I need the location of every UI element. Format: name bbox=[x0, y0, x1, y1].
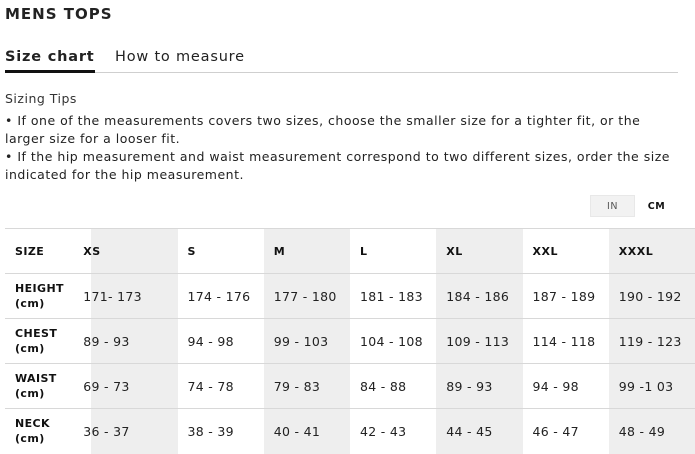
size-chart-table bbox=[5, 228, 695, 454]
tab-bar bbox=[5, 49, 678, 73]
table-cell: 94 - 98 bbox=[187, 333, 234, 349]
column-header-xxl: XXL bbox=[532, 244, 558, 258]
measure-name: WAIST bbox=[15, 372, 57, 385]
table-cell: 177 - 180 bbox=[264, 274, 350, 319]
sizing-tip-item: • If the hip measurement and waist measurement correspond to two different sizes, order the size indicated for the hip measurement. bbox=[5, 149, 670, 182]
measure-name: NECK bbox=[15, 417, 50, 431]
sizing-tips-list bbox=[5, 112, 679, 184]
row-label-chest bbox=[5, 319, 91, 364]
unit-cm-button[interactable]: CM bbox=[635, 195, 678, 217]
row-label-height bbox=[5, 274, 91, 319]
table-cell: 84 - 88 bbox=[360, 378, 407, 394]
table-cell: 74 - 78 bbox=[187, 378, 234, 394]
table-cell: 114 - 118 bbox=[532, 333, 596, 349]
table-row-chest bbox=[5, 319, 695, 364]
row-label-waist bbox=[5, 364, 91, 409]
unit-in-button[interactable]: IN bbox=[590, 195, 635, 217]
table-cell: 184 - 186 bbox=[436, 274, 522, 319]
table-cell: 187 - 189 bbox=[532, 288, 596, 304]
table-cell: 42 - 43 bbox=[360, 423, 407, 439]
sizing-tips-title: Sizing Tips bbox=[5, 91, 77, 106]
table-cell: 36 - 37 bbox=[91, 409, 177, 454]
column-header-xxxl: XXXL bbox=[609, 229, 695, 274]
column-header-s: S bbox=[187, 244, 196, 258]
tab-size-chart[interactable]: Size chart bbox=[5, 49, 95, 73]
table-cell: 190 - 192 bbox=[609, 274, 695, 319]
size-chart-table-scroll[interactable] bbox=[5, 228, 680, 448]
tab-how-to-measure[interactable]: How to measure bbox=[115, 49, 245, 65]
column-header-m: M bbox=[264, 229, 350, 274]
table-cell: 119 - 123 bbox=[609, 319, 695, 364]
table-header-row bbox=[5, 229, 695, 274]
column-header-xl: XL bbox=[436, 229, 522, 274]
measure-unit: (cm) bbox=[15, 432, 45, 446]
table-cell: 44 - 45 bbox=[436, 409, 522, 454]
table-cell: 40 - 41 bbox=[264, 409, 350, 454]
table-cell: 89 - 93 bbox=[436, 364, 522, 409]
row-label-neck bbox=[5, 409, 91, 454]
table-cell: 69 - 73 bbox=[91, 364, 177, 409]
table-cell: 181 - 183 bbox=[360, 288, 423, 304]
page-title: MENS TOPS bbox=[5, 5, 113, 23]
table-cell: 109 - 113 bbox=[436, 319, 522, 364]
table-cell: 94 - 98 bbox=[532, 378, 579, 394]
table-cell: 46 - 47 bbox=[532, 423, 579, 439]
table-row-height bbox=[5, 274, 695, 319]
table-cell: 89 - 93 bbox=[91, 319, 177, 364]
measure-unit: (cm) bbox=[15, 387, 45, 400]
column-header-xs: XS bbox=[91, 229, 177, 274]
table-cell: 48 - 49 bbox=[609, 409, 695, 454]
measure-unit: (cm) bbox=[15, 342, 45, 355]
measure-name: HEIGHT bbox=[15, 282, 64, 295]
table-row-waist bbox=[5, 364, 695, 409]
table-cell: 79 - 83 bbox=[264, 364, 350, 409]
table-cell: 174 - 176 bbox=[187, 288, 251, 304]
table-cell: 99 -1 03 bbox=[609, 364, 695, 409]
table-cell: 38 - 39 bbox=[187, 423, 234, 439]
measure-unit: (cm) bbox=[15, 297, 45, 310]
sizing-tip-item: • If one of the measurements covers two sizes, choose the smaller size for a tighter fit, or the larger size for a looser fit. bbox=[5, 113, 641, 146]
unit-toggle bbox=[590, 195, 678, 217]
table-row-neck bbox=[5, 409, 695, 454]
table-cell: 171- 173 bbox=[91, 274, 177, 319]
column-header-l: L bbox=[360, 244, 368, 258]
table-cell: 104 - 108 bbox=[360, 333, 423, 349]
measure-name: CHEST bbox=[15, 327, 58, 340]
table-cell: 99 - 103 bbox=[264, 319, 350, 364]
column-header-size: SIZE bbox=[15, 244, 45, 258]
